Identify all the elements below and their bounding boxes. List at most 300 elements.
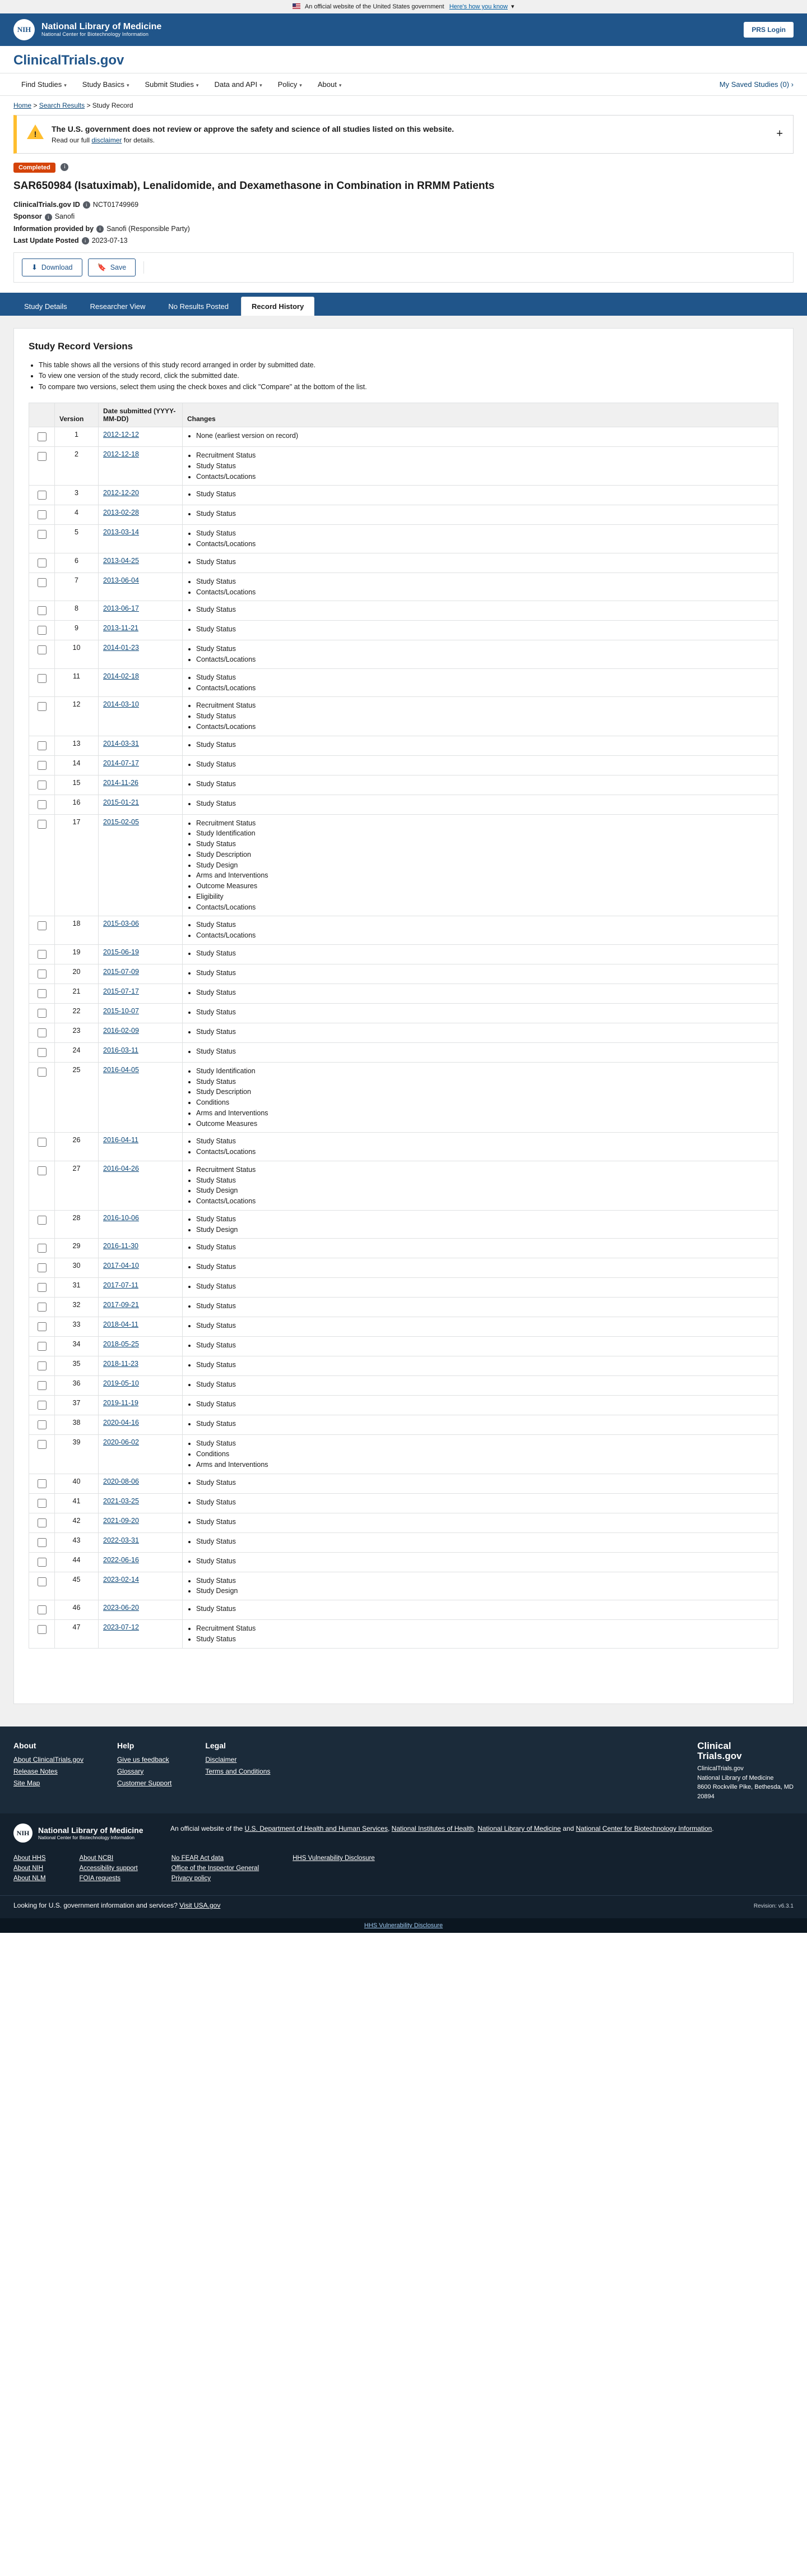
version-date-link[interactable]: 2016-04-05 — [103, 1065, 139, 1074]
usagov-bar — [0, 1895, 807, 1918]
version-checkbox[interactable] — [38, 1499, 47, 1508]
link-office-inspector-general[interactable]: Office of the Inspector General — [171, 1865, 259, 1872]
version-checkbox[interactable] — [38, 1381, 47, 1390]
status-info-icon[interactable]: i — [61, 163, 68, 171]
version-date-link[interactable]: 2016-03-11 — [103, 1046, 139, 1054]
footer-link-release-notes[interactable]: Release Notes — [13, 1767, 58, 1775]
changes-list — [196, 1556, 773, 1567]
bottom-strip — [0, 1918, 807, 1933]
change-item: • Contacts/Locations — [196, 539, 773, 550]
study-id-value: NCT01749969 — [92, 201, 139, 209]
version-checkbox[interactable] — [38, 1558, 47, 1567]
changes-cell — [183, 1396, 778, 1415]
usagov-text: Looking for U.S. government information and services? — [13, 1901, 178, 1910]
breadcrumb-search-results[interactable]: Search Results — [39, 101, 85, 109]
row-select-cell — [29, 1474, 55, 1493]
changes-cell — [183, 1513, 778, 1532]
version-checkbox[interactable] — [38, 626, 47, 635]
row-select-cell — [29, 1552, 55, 1572]
site-title[interactable]: ClinicalTrials.gov — [13, 52, 124, 68]
change-item: • Outcome Measures — [196, 881, 773, 892]
version-checkbox[interactable] — [38, 1283, 47, 1292]
chevron-down-icon: ▾ — [64, 82, 67, 88]
changes-cell — [183, 1042, 778, 1062]
date-cell — [99, 525, 183, 553]
changes-list — [196, 1321, 773, 1331]
footer-link-terms-and-conditions[interactable]: Terms and Conditions — [205, 1767, 271, 1775]
version-number: 3 — [55, 486, 99, 505]
version-checkbox[interactable] — [38, 800, 47, 809]
change-item: • Contacts/Locations — [196, 654, 773, 665]
changes-list — [196, 968, 773, 978]
version-checkbox[interactable] — [38, 1216, 47, 1225]
row-select-cell — [29, 1337, 55, 1356]
version-checkbox[interactable] — [38, 1577, 47, 1586]
site-header — [0, 13, 807, 46]
date-cell — [99, 447, 183, 486]
change-item: • Study Identification — [196, 1066, 773, 1077]
change-item: • Study Status — [196, 1634, 773, 1645]
version-date-link[interactable]: 2012-12-12 — [103, 431, 139, 439]
table-row — [29, 1474, 778, 1493]
change-item: • Contacts/Locations — [196, 902, 773, 913]
nav-item-submit-studies[interactable] — [137, 73, 206, 95]
row-select-cell — [29, 553, 55, 573]
version-checkbox[interactable] — [38, 606, 47, 615]
version-number: 11 — [55, 668, 99, 697]
date-cell — [99, 1298, 183, 1317]
version-checkbox[interactable] — [38, 702, 47, 711]
row-select-cell — [29, 1062, 55, 1133]
version-checkbox[interactable] — [38, 432, 47, 441]
changes-list — [196, 920, 773, 941]
footer-link-give-us-feedback[interactable]: Give us feedback — [117, 1755, 169, 1764]
version-checkbox[interactable] — [38, 820, 47, 829]
changes-cell — [183, 1317, 778, 1337]
version-date-link[interactable]: 2023-02-14 — [103, 1575, 139, 1584]
link-no-fear-act-data[interactable]: No FEAR Act data — [171, 1855, 224, 1862]
date-cell — [99, 601, 183, 621]
visit-usagov-link[interactable]: Visit USA.gov — [179, 1901, 221, 1910]
study-id-row — [13, 201, 794, 209]
date-cell — [99, 1415, 183, 1435]
link-about-nih[interactable]: About NIH — [13, 1865, 44, 1872]
changes-cell — [183, 1239, 778, 1258]
row-select-cell — [29, 1376, 55, 1396]
version-checkbox[interactable] — [38, 1068, 47, 1077]
table-row — [29, 668, 778, 697]
version-number: 43 — [55, 1532, 99, 1552]
version-date-link[interactable]: 2018-05-25 — [103, 1340, 139, 1349]
change-item: • Study Status — [196, 1007, 773, 1018]
footer-link-glossary[interactable]: Glossary — [117, 1767, 144, 1775]
version-number: 16 — [55, 795, 99, 814]
tab-study-details[interactable]: Study Details — [13, 297, 78, 316]
hhs-link[interactable]: U.S. Department of Health and Human Services — [244, 1825, 388, 1833]
table-row — [29, 1552, 778, 1572]
version-date-link[interactable]: 2018-04-11 — [103, 1321, 139, 1329]
table-row — [29, 553, 778, 573]
version-checkbox[interactable] — [38, 761, 47, 770]
version-date-link[interactable]: 2013-02-28 — [103, 509, 139, 517]
version-date-link[interactable]: 2017-07-11 — [103, 1281, 139, 1290]
bottom-hhs-vulnerability-link[interactable]: HHS Vulnerability Disclosure — [364, 1922, 443, 1929]
version-number: 5 — [55, 525, 99, 553]
nav-item-study-basics[interactable] — [75, 73, 137, 95]
change-item: • Contacts/Locations — [196, 683, 773, 694]
version-date-link[interactable]: 2013-06-17 — [103, 604, 139, 613]
link-about-ncbi[interactable]: About NCBI — [79, 1855, 114, 1862]
table-row — [29, 1003, 778, 1023]
version-date-link[interactable]: 2020-06-02 — [103, 1438, 139, 1447]
version-number: 27 — [55, 1161, 99, 1210]
save-button[interactable] — [88, 258, 136, 276]
version-date-link[interactable]: 2021-09-20 — [103, 1516, 139, 1525]
nav-item-find-studies[interactable] — [13, 73, 75, 95]
row-select-cell — [29, 795, 55, 814]
changes-cell — [183, 1532, 778, 1552]
version-number: 9 — [55, 621, 99, 640]
change-item: • Study Status — [196, 987, 773, 998]
changes-list — [196, 1360, 773, 1370]
version-date-link[interactable]: 2014-07-17 — [103, 759, 139, 767]
footer-heading-help: Help — [117, 1741, 134, 1750]
tab-researcher-view[interactable]: Researcher View — [80, 297, 156, 316]
version-checkbox[interactable] — [38, 674, 47, 683]
version-date-link[interactable]: 2013-11-21 — [103, 624, 139, 633]
changes-cell — [183, 525, 778, 553]
footer-link-customer-support[interactable]: Customer Support — [117, 1779, 172, 1787]
alert-expand-icon[interactable]: + — [776, 127, 783, 140]
version-date-link[interactable]: 2014-11-26 — [103, 778, 139, 787]
version-checkbox[interactable] — [38, 530, 47, 539]
version-number: 30 — [55, 1258, 99, 1278]
footer-link-about-clinicaltrials[interactable]: About ClinicalTrials.gov — [13, 1755, 84, 1764]
link-accessibility-support[interactable]: Accessibility support — [79, 1865, 138, 1872]
tab-record-history[interactable]: Record History — [241, 297, 314, 316]
row-select-cell — [29, 697, 55, 736]
version-number: 21 — [55, 984, 99, 1003]
change-item: • Study Status — [196, 711, 773, 722]
changes-list — [196, 1165, 773, 1207]
version-checkbox[interactable] — [38, 921, 47, 930]
version-checkbox[interactable] — [38, 1342, 47, 1351]
ncbi-link[interactable]: National Center for Biotechnology Information — [576, 1825, 712, 1833]
version-number: 46 — [55, 1600, 99, 1620]
version-checkbox[interactable] — [38, 558, 47, 567]
table-row — [29, 814, 778, 916]
version-date-link[interactable]: 2022-06-16 — [103, 1555, 139, 1564]
link-hhs-vulnerability-disclosure[interactable]: HHS Vulnerability Disclosure — [293, 1855, 375, 1862]
change-item: • Conditions — [196, 1097, 773, 1108]
change-item: • Recruitment Status — [196, 1165, 773, 1175]
version-number: 13 — [55, 736, 99, 755]
tab-no-results-posted[interactable]: No Results Posted — [157, 297, 239, 316]
nlm-footer-description — [170, 1823, 714, 1834]
date-cell — [99, 668, 183, 697]
version-date-link[interactable]: 2015-02-05 — [103, 818, 139, 826]
version-date-link[interactable]: 2017-09-21 — [103, 1301, 139, 1309]
link-privacy-policy[interactable]: Privacy policy — [171, 1875, 211, 1882]
version-date-link[interactable]: 2019-05-10 — [103, 1379, 139, 1388]
changes-list — [196, 1478, 773, 1488]
heres-how-you-know-link[interactable]: Here's how you know — [449, 3, 508, 10]
version-date-link[interactable]: 2014-03-31 — [103, 739, 139, 747]
version-checkbox[interactable] — [38, 1048, 47, 1057]
agency-links-column-2 — [80, 1855, 138, 1885]
footer-link-site-map[interactable]: Site Map — [13, 1779, 40, 1787]
date-cell — [99, 1474, 183, 1493]
version-checkbox[interactable] — [38, 970, 47, 978]
version-date-link[interactable]: 2016-02-09 — [103, 1026, 139, 1035]
version-date-link[interactable]: 2015-03-06 — [103, 920, 139, 928]
nav-label: About — [317, 80, 337, 89]
nih-logo-icon[interactable]: NIH — [13, 19, 35, 40]
info-icon[interactable]: i — [96, 225, 104, 233]
version-date-link[interactable]: 2015-06-19 — [103, 948, 139, 956]
version-date-link[interactable]: 2017-04-10 — [103, 1262, 139, 1270]
version-date-link[interactable]: 2012-12-18 — [103, 450, 139, 459]
version-checkbox[interactable] — [38, 1138, 47, 1147]
version-date-link[interactable]: 2014-02-18 — [103, 672, 139, 680]
date-cell — [99, 1023, 183, 1042]
table-row — [29, 795, 778, 814]
version-checkbox[interactable] — [38, 1361, 47, 1370]
changes-cell — [183, 1023, 778, 1042]
disclaimer-link[interactable]: disclaimer — [91, 136, 122, 144]
table-row — [29, 697, 778, 736]
footer-link-disclaimer[interactable]: Disclaimer — [205, 1755, 237, 1764]
nih-logo-icon: NIH — [13, 1823, 33, 1843]
change-item: • Study Status — [196, 624, 773, 635]
changes-list — [196, 948, 773, 959]
version-date-link[interactable]: 2014-03-10 — [103, 700, 139, 709]
change-item: • Study Status — [196, 1497, 773, 1508]
site-footer — [0, 1726, 807, 1814]
version-number: 8 — [55, 601, 99, 621]
changes-cell — [183, 553, 778, 573]
download-icon: ⬇ — [31, 263, 38, 272]
version-checkbox[interactable] — [38, 781, 47, 790]
version-date-link[interactable]: 2015-07-17 — [103, 987, 139, 995]
version-checkbox[interactable] — [38, 1625, 47, 1634]
changes-list — [196, 450, 773, 482]
change-item: • Study Design — [196, 860, 773, 871]
version-checkbox[interactable] — [38, 989, 47, 998]
version-checkbox[interactable] — [38, 1401, 47, 1410]
table-row — [29, 1532, 778, 1552]
version-date-link[interactable]: 2018-11-23 — [103, 1360, 139, 1368]
table-row — [29, 964, 778, 984]
row-select-cell — [29, 736, 55, 755]
change-item: • Study Status — [196, 644, 773, 654]
version-date-link[interactable]: 2023-07-12 — [103, 1623, 139, 1632]
version-date-link[interactable]: 2023-06-20 — [103, 1604, 139, 1612]
change-item: • Study Identification — [196, 828, 773, 839]
date-cell — [99, 1356, 183, 1376]
table-row — [29, 525, 778, 553]
changes-list — [196, 1214, 773, 1235]
changes-list — [196, 1340, 773, 1351]
column-header-changes: Changes — [183, 403, 778, 427]
version-checkbox[interactable] — [38, 510, 47, 519]
version-checkbox[interactable] — [38, 1420, 47, 1429]
version-date-link[interactable]: 2012-12-20 — [103, 489, 139, 497]
version-checkbox[interactable] — [38, 1605, 47, 1614]
link-foia-requests[interactable]: FOIA requests — [79, 1875, 121, 1882]
change-item: • Study Status — [196, 1242, 773, 1253]
nih-link[interactable]: National Institutes of Health — [391, 1825, 474, 1833]
version-date-link[interactable]: 2016-04-11 — [103, 1136, 139, 1144]
version-checkbox[interactable] — [38, 645, 47, 654]
version-date-link[interactable]: 2019-11-19 — [103, 1399, 139, 1407]
table-row — [29, 1376, 778, 1396]
version-date-link[interactable]: 2015-07-09 — [103, 967, 139, 976]
nav-item-policy[interactable] — [270, 73, 310, 95]
changes-cell — [183, 964, 778, 984]
date-cell — [99, 1210, 183, 1239]
table-row — [29, 621, 778, 640]
version-checkbox[interactable] — [38, 1440, 47, 1449]
version-date-link[interactable]: 2020-08-06 — [103, 1477, 139, 1485]
version-checkbox[interactable] — [38, 1166, 47, 1175]
info-icon[interactable]: i — [45, 214, 52, 221]
main-nav — [0, 73, 807, 96]
changes-list — [196, 1419, 773, 1429]
info-icon[interactable]: i — [82, 237, 89, 244]
prs-login-button[interactable]: PRS Login — [744, 22, 794, 38]
version-checkbox[interactable] — [38, 950, 47, 959]
nlm-footer-logo[interactable] — [13, 1823, 159, 1843]
nlm-link[interactable]: National Library of Medicine — [477, 1825, 561, 1833]
change-item: • Study Description — [196, 1087, 773, 1097]
table-row — [29, 1356, 778, 1376]
version-checkbox[interactable] — [38, 491, 47, 500]
version-checkbox[interactable] — [38, 578, 47, 587]
version-checkbox[interactable] — [38, 1244, 47, 1253]
version-date-link[interactable]: 2015-10-07 — [103, 1007, 139, 1015]
change-item: • Study Status — [196, 839, 773, 850]
row-select-cell — [29, 640, 55, 669]
change-item: • Contacts/Locations — [196, 472, 773, 482]
changes-cell — [183, 1435, 778, 1474]
action-divider — [143, 261, 144, 274]
changes-list — [196, 557, 773, 567]
table-row — [29, 640, 778, 669]
row-select-cell — [29, 1042, 55, 1062]
table-row — [29, 1062, 778, 1133]
version-checkbox[interactable] — [38, 1479, 47, 1488]
change-item: • Conditions — [196, 1449, 773, 1460]
changes-list — [196, 1576, 773, 1597]
change-item: • Study Status — [196, 1517, 773, 1527]
changes-list — [196, 1604, 773, 1614]
version-date-link[interactable]: 2016-04-26 — [103, 1164, 139, 1172]
version-number: 6 — [55, 553, 99, 573]
row-select-cell — [29, 1258, 55, 1278]
changes-list — [196, 431, 773, 441]
version-date-link[interactable]: 2014-01-23 — [103, 644, 139, 652]
change-item: • Study Status — [196, 968, 773, 978]
nav-item-data-and-api[interactable] — [206, 73, 270, 95]
row-select-cell — [29, 984, 55, 1003]
link-about-nlm[interactable]: About NLM — [13, 1875, 46, 1882]
versions-table-body — [29, 427, 778, 1649]
change-item: • Study Status — [196, 1419, 773, 1429]
nav-item-about[interactable] — [310, 73, 350, 95]
version-checkbox[interactable] — [38, 1303, 47, 1312]
version-checkbox[interactable] — [38, 1322, 47, 1331]
date-cell — [99, 621, 183, 640]
change-item: • Contacts/Locations — [196, 587, 773, 598]
table-row — [29, 1258, 778, 1278]
breadcrumb-home[interactable]: Home — [13, 101, 32, 109]
version-date-link[interactable]: 2020-04-16 — [103, 1419, 139, 1427]
date-cell — [99, 984, 183, 1003]
version-number: 4 — [55, 505, 99, 525]
chevron-down-icon: ▾ — [299, 82, 302, 88]
chevron-down-icon: ▾ — [126, 82, 129, 88]
version-date-link[interactable]: 2022-03-31 — [103, 1536, 139, 1544]
version-date-link[interactable]: 2016-10-06 — [103, 1213, 139, 1222]
version-checkbox[interactable] — [38, 1538, 47, 1547]
version-checkbox[interactable] — [38, 1263, 47, 1272]
nlm-desc-and: and — [560, 1825, 576, 1833]
section-heading: Study Record Versions — [29, 341, 133, 352]
table-row — [29, 1210, 778, 1239]
warning-triangle-icon: ! — [27, 124, 44, 140]
info-icon[interactable]: i — [83, 201, 90, 209]
my-saved-studies-link[interactable]: My Saved Studies (0) › — [719, 80, 794, 89]
version-checkbox[interactable] — [38, 741, 47, 750]
table-row — [29, 1023, 778, 1042]
row-select-cell — [29, 1003, 55, 1023]
changes-list — [196, 1623, 773, 1645]
change-item: • Study Status — [196, 759, 773, 770]
version-checkbox[interactable] — [38, 1028, 47, 1037]
version-date-link[interactable]: 2013-04-25 — [103, 556, 139, 565]
status-badge: Completed — [13, 163, 55, 173]
change-item: • Recruitment Status — [196, 700, 773, 711]
breadcrumb-sep: > — [33, 101, 38, 109]
date-cell — [99, 640, 183, 669]
version-date-link[interactable]: 2021-03-25 — [103, 1497, 139, 1505]
version-number: 18 — [55, 916, 99, 945]
link-about-hhs[interactable]: About HHS — [13, 1855, 46, 1862]
date-cell — [99, 1396, 183, 1415]
changes-cell — [183, 1003, 778, 1023]
changes-cell — [183, 736, 778, 755]
version-checkbox[interactable] — [38, 1009, 47, 1018]
changes-cell — [183, 1133, 778, 1161]
version-date-link[interactable]: 2013-03-14 — [103, 528, 139, 537]
version-checkbox[interactable] — [38, 1518, 47, 1527]
change-item: • Contacts/Locations — [196, 1147, 773, 1157]
change-item: • Study Status — [196, 948, 773, 959]
version-date-link[interactable]: 2016-11-30 — [103, 1242, 139, 1250]
version-date-link[interactable]: 2013-06-04 — [103, 576, 139, 584]
date-cell — [99, 553, 183, 573]
version-checkbox[interactable] — [38, 452, 47, 461]
table-header-row — [29, 403, 778, 427]
download-button[interactable] — [22, 258, 82, 276]
change-item: • Recruitment Status — [196, 818, 773, 829]
table-row — [29, 1337, 778, 1356]
row-select-cell — [29, 916, 55, 945]
version-date-link[interactable]: 2015-01-21 — [103, 798, 139, 806]
alert-subtitle-post: for details. — [122, 136, 155, 144]
change-item: • Study Design — [196, 1225, 773, 1235]
